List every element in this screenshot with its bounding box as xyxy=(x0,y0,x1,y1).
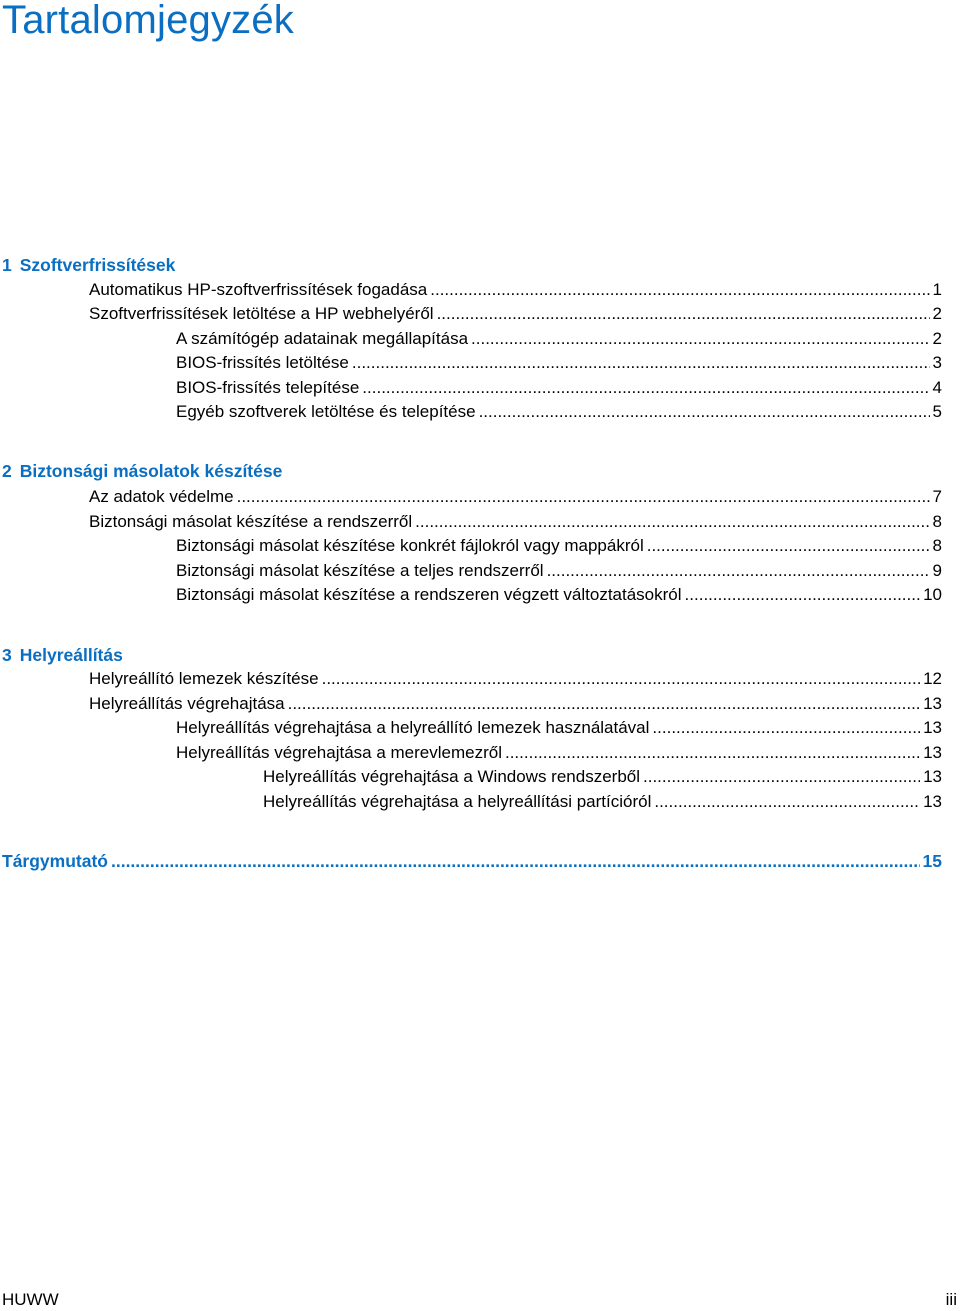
toc-entry-index[interactable] xyxy=(2,849,942,873)
toc-entry-title: Szoftverfrissítések letöltése a HP webhelyéről xyxy=(89,304,434,323)
toc-entry-page: 13 xyxy=(923,743,942,762)
toc-entry[interactable] xyxy=(176,583,942,607)
toc-entry-title: Helyreállítás végrehajtása a merevlemezről xyxy=(176,743,502,762)
toc-entry-title: Biztonsági másolat készítése a rendszeren végzett változtatásokról xyxy=(176,585,682,604)
toc-entry-page: 10 xyxy=(923,585,942,604)
toc-entry[interactable] xyxy=(89,302,942,326)
toc-entry-page: 8 xyxy=(932,512,942,531)
toc-entry-title: Helyreállítás végrehajtása xyxy=(89,694,285,713)
index-title: Tárgymutató xyxy=(2,851,108,871)
toc-entry[interactable] xyxy=(176,376,942,400)
dot-leader xyxy=(362,376,929,400)
toc-entry-title: BIOS-frissítés letöltése xyxy=(176,353,349,372)
dot-leader xyxy=(479,400,930,424)
dot-leader xyxy=(654,790,920,814)
toc-entry[interactable] xyxy=(176,400,942,424)
dot-leader xyxy=(322,667,920,691)
dot-leader xyxy=(505,741,920,765)
toc-entry[interactable] xyxy=(176,559,942,583)
toc-entry-page: 13 xyxy=(923,767,942,786)
toc-entry-page: 2 xyxy=(932,304,942,323)
dot-leader xyxy=(647,534,930,558)
toc-entry[interactable] xyxy=(176,351,942,375)
toc-entry-title: Biztonsági másolat készítése a teljes rendszerről xyxy=(176,561,544,580)
toc-entry[interactable] xyxy=(176,741,942,765)
dot-leader xyxy=(437,302,930,326)
chapter-title: Szoftverfrissítések xyxy=(19,255,176,275)
toc-entry-title: Helyreállítás végrehajtása a helyreállító lemezek használatával xyxy=(176,718,650,737)
toc-entry-title: BIOS-frissítés telepítése xyxy=(176,378,360,397)
toc-entry-page: 3 xyxy=(932,353,942,372)
index-page: 15 xyxy=(922,851,942,871)
dot-leader xyxy=(288,692,920,716)
chapter-heading-2[interactable] xyxy=(2,459,282,483)
toc-entry-title: Az adatok védelme xyxy=(89,487,234,506)
toc-entry[interactable] xyxy=(176,534,942,558)
toc-entry[interactable] xyxy=(263,765,942,789)
dot-leader xyxy=(111,849,920,873)
toc-entry-title: A számítógép adatainak megállapítása xyxy=(176,329,469,348)
dot-leader xyxy=(547,559,930,583)
chapter-title: Helyreállítás xyxy=(19,645,123,665)
toc-entry-page: 8 xyxy=(932,536,942,555)
toc-entry[interactable] xyxy=(89,510,942,534)
dot-leader xyxy=(237,485,930,509)
toc-entry-page: 12 xyxy=(923,669,942,688)
toc-entry-title: Egyéb szoftverek letöltése és telepítése xyxy=(176,402,476,421)
toc-entry[interactable] xyxy=(89,278,942,302)
toc-entry[interactable] xyxy=(89,485,942,509)
dot-leader xyxy=(430,278,929,302)
toc-entry-title: Biztonsági másolat készítése konkrét fájlokról vagy mappákról xyxy=(176,536,644,555)
toc-entry-page: 1 xyxy=(932,280,942,299)
toc-entry-page: 2 xyxy=(932,329,942,348)
toc-entry-title: Automatikus HP-szoftverfrissítések fogadása xyxy=(89,280,428,299)
toc-entry[interactable] xyxy=(89,692,942,716)
footer-doc-code: HUWW xyxy=(2,1290,59,1309)
dot-leader xyxy=(471,327,930,351)
toc-entry-page: 13 xyxy=(923,694,942,713)
dot-leader xyxy=(652,716,920,740)
chapter-number: 2 xyxy=(2,461,12,481)
toc-entry[interactable] xyxy=(176,716,942,740)
chapter-heading-1[interactable] xyxy=(2,253,175,277)
toc-entry-page: 7 xyxy=(932,487,942,506)
toc-entry-page: 13 xyxy=(923,718,942,737)
chapter-number: 3 xyxy=(2,645,12,665)
toc-entry-page: 4 xyxy=(932,378,942,397)
toc-entry-title: Helyreállítás végrehajtása a Windows rendszerből xyxy=(263,767,641,786)
toc-entry-page: 13 xyxy=(923,792,942,811)
dot-leader xyxy=(685,583,921,607)
toc-entry-title: Helyreállítás végrehajtása a helyreállítási partícióról xyxy=(263,792,652,811)
chapter-title: Biztonsági másolatok készítése xyxy=(19,461,283,481)
toc-entry-title: Helyreállító lemezek készítése xyxy=(89,669,319,688)
toc-entry-page: 9 xyxy=(932,561,942,580)
dot-leader xyxy=(352,351,930,375)
toc-entry[interactable] xyxy=(263,790,942,814)
toc-entry[interactable] xyxy=(176,327,942,351)
footer-page-number: iii xyxy=(945,1290,957,1309)
dot-leader xyxy=(643,765,920,789)
chapter-heading-3[interactable] xyxy=(2,643,123,667)
toc-entry[interactable] xyxy=(89,667,942,691)
chapter-number: 1 xyxy=(2,255,12,275)
page-title: Tartalomjegyzék xyxy=(2,0,295,42)
toc-entry-title: Biztonsági másolat készítése a rendszerről xyxy=(89,512,413,531)
toc-entry-page: 5 xyxy=(932,402,942,421)
dot-leader xyxy=(415,510,929,534)
